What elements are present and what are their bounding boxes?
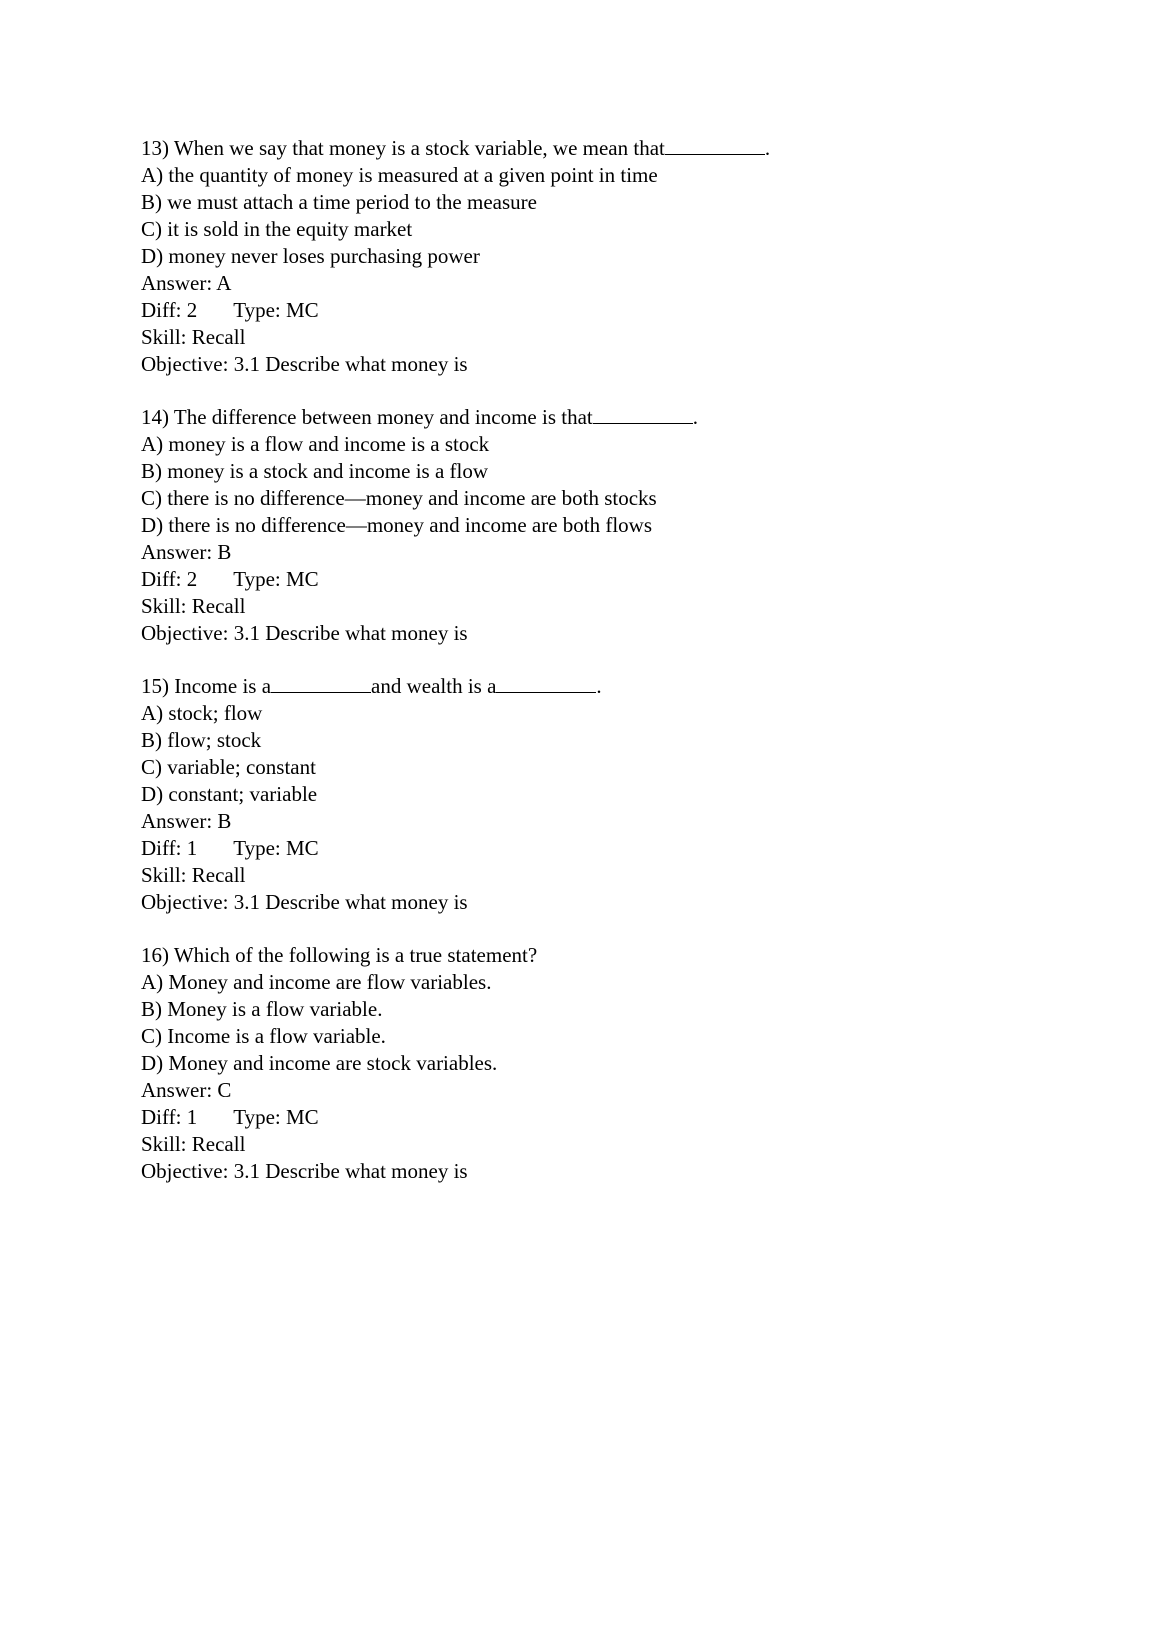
question-type: Type: MC (233, 836, 319, 860)
option-d: D) Money and income are stock variables. (141, 1051, 498, 1075)
option-a: A) money is a flow and income is a stock (141, 432, 490, 456)
answer-line: Answer: C (141, 1078, 232, 1102)
answer-blank (271, 675, 371, 693)
skill-line: Skill: Recall (141, 863, 246, 887)
option-c: C) variable; constant (141, 755, 316, 779)
question-stem: 15) Income is a and wealth is a . (141, 674, 602, 698)
answer-blank (665, 137, 765, 155)
question-stem: 13) When we say that money is a stock variable, we mean that . (141, 136, 771, 160)
option-a: A) the quantity of money is measured at a given point in time (141, 163, 658, 187)
option-a: A) Money and income are flow variables. (141, 970, 492, 994)
question-13 (141, 135, 1101, 378)
option-c: C) Income is a flow variable. (141, 1024, 386, 1048)
question-stem: 14) The difference between money and income is that . (141, 405, 698, 429)
question-document (141, 135, 1101, 1211)
option-b: B) we must attach a time period to the measure (141, 190, 537, 214)
objective-line: Objective: 3.1 Describe what money is (141, 1159, 468, 1183)
difficulty: Diff: 2 (141, 567, 198, 591)
question-type: Type: MC (233, 1105, 319, 1129)
option-c: C) it is sold in the equity market (141, 217, 413, 241)
question-stem: 16) Which of the following is a true statement? (141, 943, 538, 967)
skill-line: Skill: Recall (141, 1132, 246, 1156)
skill-line: Skill: Recall (141, 594, 246, 618)
answer-line: Answer: B (141, 809, 232, 833)
answer-blank (593, 406, 693, 424)
diff-type-line (141, 1104, 1101, 1131)
answer-blank (496, 675, 596, 693)
answer-line: Answer: B (141, 540, 232, 564)
diff-type-line (141, 566, 1101, 593)
difficulty: Diff: 1 (141, 836, 198, 860)
option-b: B) flow; stock (141, 728, 262, 752)
option-d: D) constant; variable (141, 782, 318, 806)
objective-line: Objective: 3.1 Describe what money is (141, 890, 468, 914)
objective-line: Objective: 3.1 Describe what money is (141, 621, 468, 645)
option-a: A) stock; flow (141, 701, 263, 725)
question-15 (141, 673, 1101, 916)
option-b: B) Money is a flow variable. (141, 997, 383, 1021)
objective-line: Objective: 3.1 Describe what money is (141, 352, 468, 376)
option-b: B) money is a stock and income is a flow (141, 459, 489, 483)
option-d: D) there is no difference—money and income are both flows (141, 513, 653, 537)
answer-line: Answer: A (141, 271, 232, 295)
question-type: Type: MC (233, 567, 319, 591)
question-type: Type: MC (233, 298, 319, 322)
option-d: D) money never loses purchasing power (141, 244, 480, 268)
skill-line: Skill: Recall (141, 325, 246, 349)
option-c: C) there is no difference—money and income are both stocks (141, 486, 657, 510)
question-14 (141, 404, 1101, 647)
difficulty: Diff: 1 (141, 1105, 198, 1129)
difficulty: Diff: 2 (141, 298, 198, 322)
diff-type-line (141, 835, 1101, 862)
diff-type-line (141, 297, 1101, 324)
question-16 (141, 942, 1101, 1185)
